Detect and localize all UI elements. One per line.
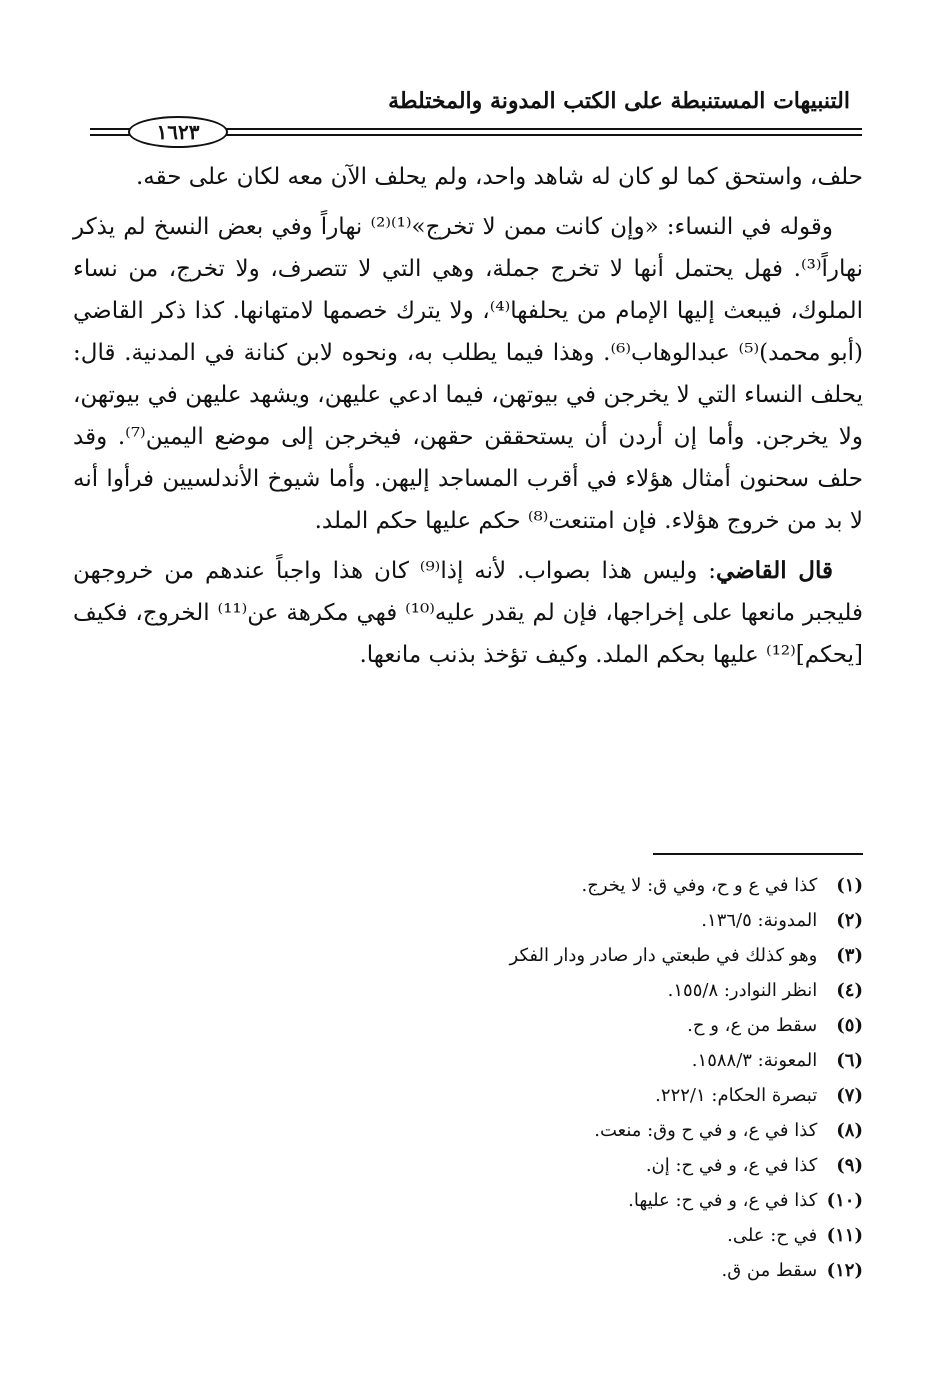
footnote-text: تبصرة الحكام: ٢٢٢/١. xyxy=(655,1085,818,1106)
page-number: ١٦٢٣ xyxy=(128,116,228,148)
footnote-number: (١) xyxy=(836,875,863,896)
footnote xyxy=(303,1008,863,1043)
footnote-number: (٣) xyxy=(836,945,863,966)
footnote xyxy=(303,938,863,973)
footnote xyxy=(303,868,863,903)
footnote-text: سقط من ع، و ح. xyxy=(687,1015,818,1036)
footnote-number: (١١) xyxy=(826,1225,863,1246)
footnote-text: كذا في ع، و في ح: عليها. xyxy=(628,1190,818,1211)
running-title: التنبيهات المستنبطة على الكتب المدونة والمختلطة xyxy=(388,88,850,114)
main-text xyxy=(73,156,863,684)
footnote xyxy=(303,1148,863,1183)
footnote-number: (٨) xyxy=(836,1120,863,1141)
footnote xyxy=(303,1253,863,1288)
footnote-text: كذا في ع، و في ح: إن. xyxy=(645,1155,818,1176)
footnote-number: (٦) xyxy=(836,1050,863,1071)
footnote-text: المعونة: ١٥٨٨/٣. xyxy=(691,1050,818,1071)
footnote-number: (٩) xyxy=(836,1155,863,1176)
paragraph-qadi xyxy=(73,550,863,676)
footnote-number: (٧) xyxy=(836,1085,863,1106)
footnote-separator xyxy=(653,853,863,855)
footnote-text: وهو كذلك في طبعتي دار صادر ودار الفكر xyxy=(509,945,818,966)
footnote-text: انظر النوادر: ١٥٥/٨. xyxy=(667,980,818,1001)
footnote xyxy=(303,1183,863,1218)
footnote xyxy=(303,1043,863,1078)
footnote-text: سقط من ق. xyxy=(721,1260,818,1281)
footnote-number: (٤) xyxy=(836,980,863,1001)
footnote-number: (٥) xyxy=(836,1015,863,1036)
footnote xyxy=(303,903,863,938)
footnotes-list xyxy=(303,868,863,1288)
footnote-number: (١٠) xyxy=(826,1190,863,1211)
footnote-number: (١٢) xyxy=(826,1260,863,1281)
footnote xyxy=(303,973,863,1008)
paragraph-text: : وليس هذا بصواب. لأنه إذا⁽⁹⁾ كان هذا واجباً عندهم من خروجهن فليجبر مانعها على إخراجها، فإن لم يقدر عليه⁽¹⁰⁾ فهي مكرهة عن⁽¹¹⁾ الخروج، فكيف [يحكم]⁽¹²⁾ عليها بحكم الملد. وكيف تؤخذ بذنب مانعها. xyxy=(73,558,863,668)
footnote-text: كذا في ع و ح، وفي ق: لا يخرج. xyxy=(581,875,818,896)
paragraph-continuation: حلف، واستحق كما لو كان له شاهد واحد، ولم يحلف الآن معه لكان على حقه. xyxy=(135,164,863,190)
footnote xyxy=(303,1078,863,1113)
paragraph: وقوله في النساء: «وإن كانت ممن لا تخرج»⁽¹⁾⁽²⁾ نهاراً وفي بعض النسخ لم يذكر نهاراً⁽³⁾. فهل يحتمل أنها لا تخرج جملة، وهي التي لا تتصرف، ولا تخرج، من نساء الملوك، فيبعث إليها الإمام من يحلفها⁽⁴⁾، ولا يترك خصمها لامتهانها. كذا ذكر القاضي (أبو محمد)⁽⁵⁾ عبدالوهاب⁽⁶⁾. وهذا فيما يطلب به، ونحوه لابن كنانة في المدنية. قال: يحلف النساء التي لا يخرجن في بيوتهن، فيما ادعي عليهن، ويشهد عليهن في بيوتهن، ولا يخرجن. وأما إن أردن أن يستحققن حقهن، فيخرجن إلى موضع اليمين⁽⁷⁾. وقد حلف سحنون أمثال هؤلاء في أقرب المساجد إليهن. وأما شيوخ الأندلسيين فرأوا أنه لا بد من خروج هؤلاء. فإن امتنعت⁽⁸⁾ حكم عليها حكم الملد. xyxy=(73,214,863,534)
footnote-number: (٢) xyxy=(836,910,863,931)
footnote-text: كذا في ع، و في ح وق: منعت. xyxy=(594,1120,818,1141)
footnote xyxy=(303,1113,863,1148)
footnote xyxy=(303,1218,863,1253)
footnote-text: المدونة: ١٣٦/٥. xyxy=(701,910,818,931)
footnote-text: في ح: على. xyxy=(727,1225,818,1246)
paragraph-lead-in: قال القاضي xyxy=(715,557,833,584)
